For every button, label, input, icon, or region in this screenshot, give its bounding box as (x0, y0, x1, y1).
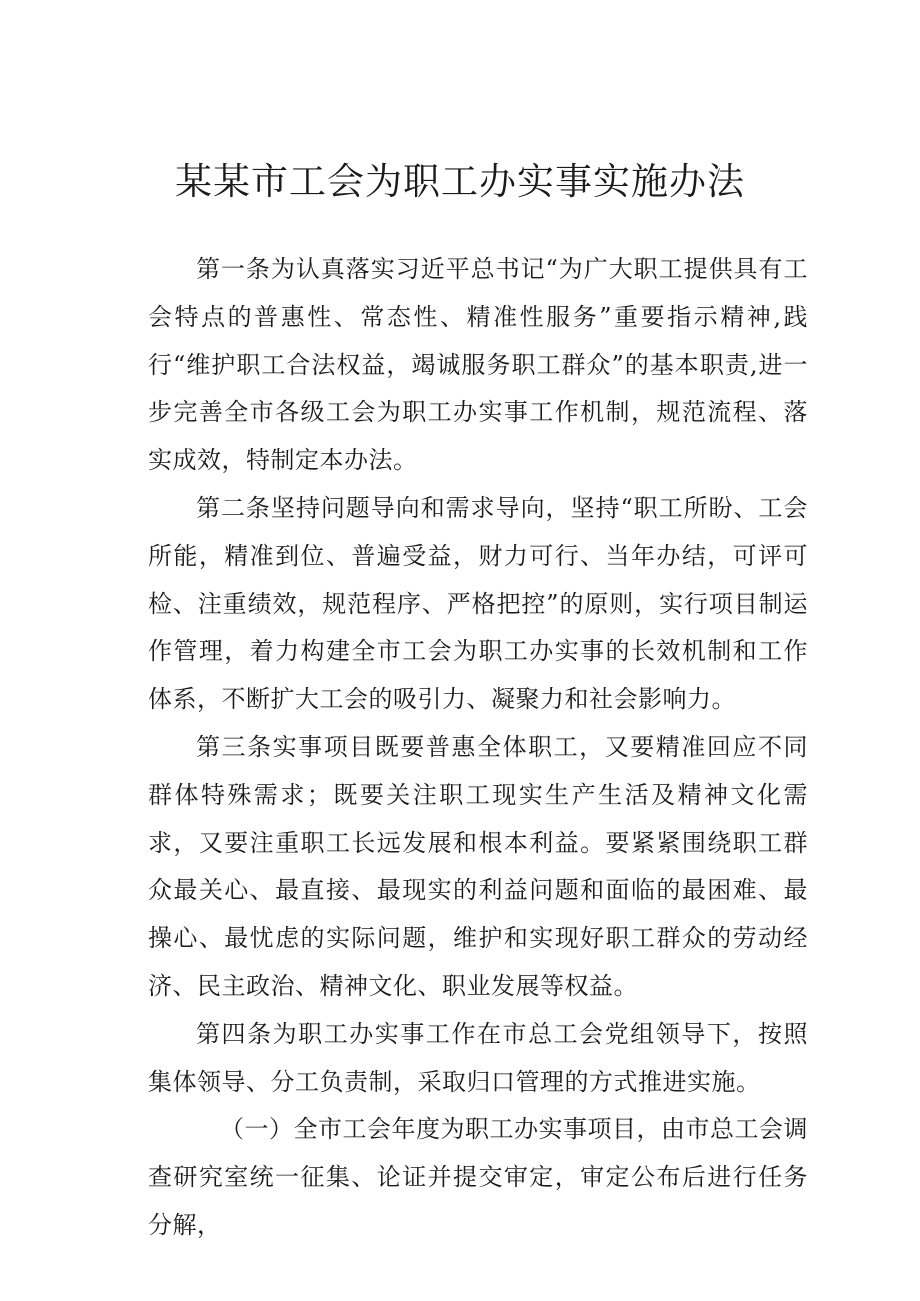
document-body (148, 246, 808, 1250)
article-2-paragraph: 第二条坚持问题导向和需求导向，坚持“职工所盼、工会所能，精准到位、普遍受益，财力可行、当年办结，可评可检、注重绩效，规范程序、严格把控”的原则，实行项目制运作管理，着力构建全市工会为职工办实事的长效机制和工作体系，不断扩大工会的吸引力、凝聚力和社会影响力。 (148, 493, 808, 714)
article-4-item-1-paragraph: （一）全市工会年度为职工办实事项目，由市总工会调查研究室统一征集、论证并提交审定，审定公布后进行任务分解， (148, 1115, 808, 1239)
article-4-paragraph: 第四条为职工办实事工作在市总工会党组领导下，按照集体领导、分工负责制，采取归口管理的方式推进实施。 (148, 1019, 808, 1096)
article-1-paragraph: 第一条为认真落实习近平总书记“为广大职工提供具有工会特点的普惠性、常态性、精准性服务”重要指示精神,践行“维护职工合法权益，竭诚服务职工群众”的基本职责,进一步完善全市各级工会为职工办实事工作机制，规范流程、落实成效，特制定本办法。 (148, 255, 808, 475)
article-3-paragraph: 第三条实事项目既要普惠全体职工，又要精准回应不同群体特殊需求；既要关注职工现实生产生活及精神文化需求，又要注重职工长远发展和根本利益。要紧紧围绕职工群众最关心、最直接、最现实的利益问题和面临的最困难、最操心、最忧虑的实际问题，维护和实现好职工群众的劳动经济、民主政治、精神文化、职业发展等权益。 (148, 732, 808, 1000)
document-title: 某某市工会为职工办实事实施办法 (175, 160, 745, 203)
